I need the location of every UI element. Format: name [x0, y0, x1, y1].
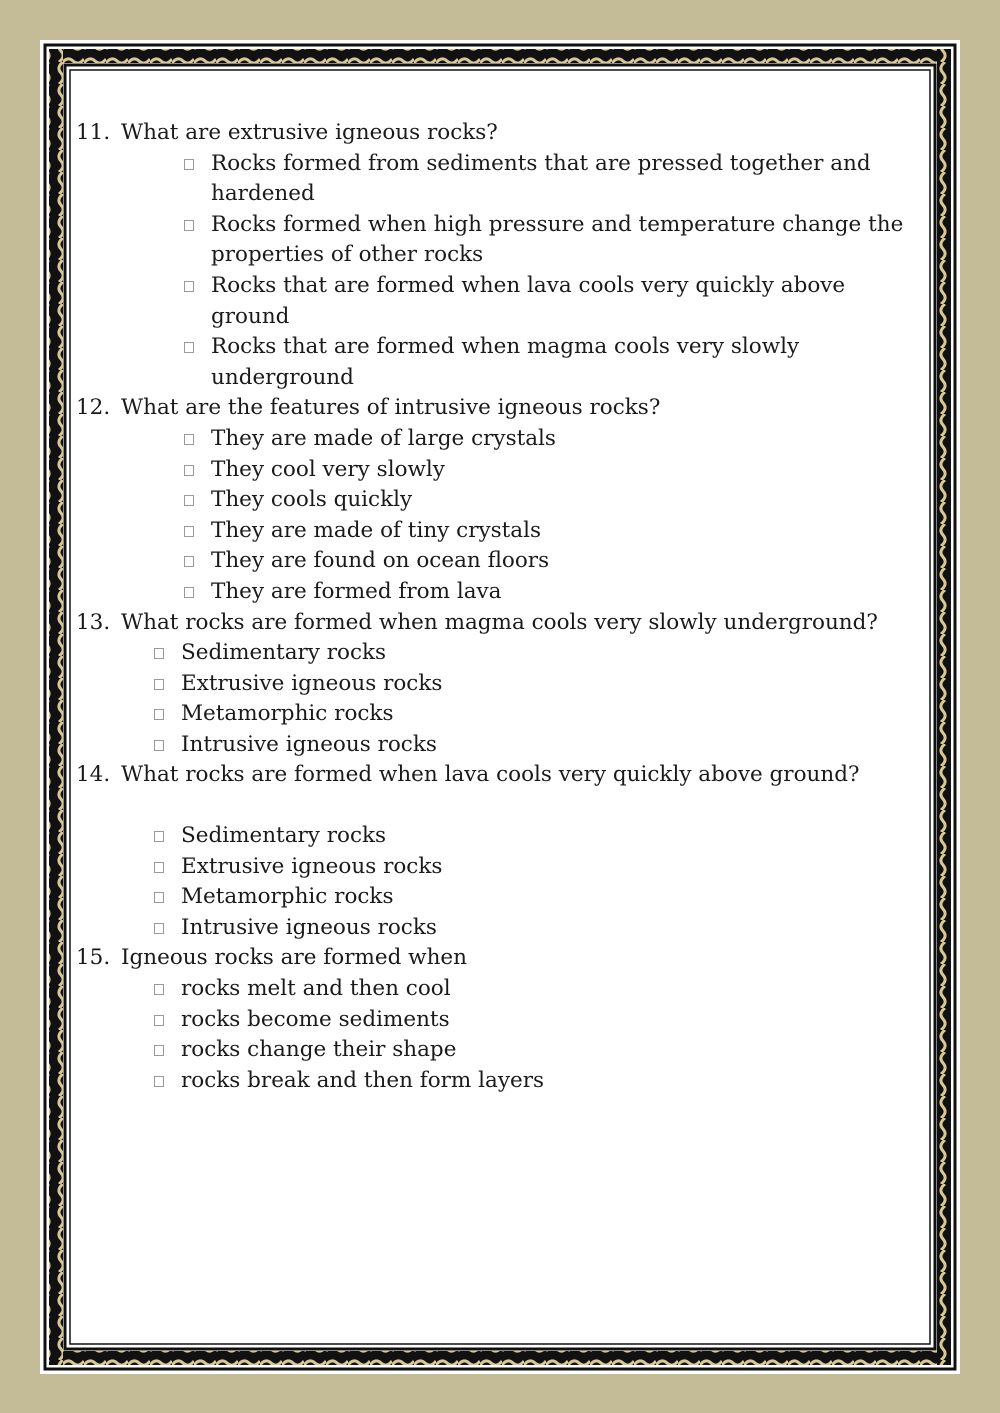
options-list-11 [76, 149, 916, 394]
option-label: They are formed from lava [211, 578, 502, 604]
checkbox-icon[interactable] [184, 342, 194, 353]
option-item[interactable] [152, 1035, 916, 1066]
option-item[interactable] [152, 638, 916, 669]
checkbox-icon[interactable] [154, 648, 164, 659]
checkbox-icon[interactable] [154, 1045, 164, 1056]
option-label: Intrusive igneous rocks [181, 731, 437, 757]
checkbox-icon[interactable] [184, 281, 194, 292]
option-label: They are made of large crystals [211, 425, 556, 451]
options-list-15 [76, 974, 916, 1096]
option-label: Intrusive igneous rocks [181, 914, 437, 940]
checkbox-icon[interactable] [154, 740, 164, 751]
option-item[interactable] [182, 210, 916, 271]
option-item[interactable] [152, 699, 916, 730]
option-item[interactable] [182, 516, 916, 547]
question-14 [76, 760, 916, 791]
option-label: Extrusive igneous rocks [181, 670, 443, 696]
checkbox-icon[interactable] [154, 679, 164, 690]
question-11 [76, 118, 916, 149]
option-item[interactable] [152, 1066, 916, 1097]
option-item[interactable] [152, 821, 916, 852]
option-item[interactable] [152, 669, 916, 700]
question-text: What rocks are formed when lava cools very quickly above ground? [121, 762, 860, 788]
option-item[interactable] [182, 577, 916, 608]
question-number: 15. [76, 945, 111, 971]
checkbox-icon[interactable] [184, 159, 194, 170]
checkbox-icon[interactable] [184, 465, 194, 476]
option-label: Rocks formed from sediments that are pressed together and hardened [211, 150, 871, 207]
option-label: Sedimentary rocks [181, 823, 387, 849]
question-15 [76, 943, 916, 974]
option-label: They cools quickly [211, 487, 413, 513]
checkbox-icon[interactable] [184, 220, 194, 231]
checkbox-icon[interactable] [154, 1015, 164, 1026]
question-13 [76, 608, 916, 639]
option-item[interactable] [152, 974, 916, 1005]
quiz-content [76, 118, 916, 1096]
option-label: rocks become sediments [181, 1006, 450, 1032]
checkbox-icon[interactable] [154, 923, 164, 934]
option-item[interactable] [152, 730, 916, 761]
checkbox-icon[interactable] [154, 831, 164, 842]
blank-line [76, 791, 916, 821]
options-list-13 [76, 638, 916, 760]
option-item[interactable] [152, 852, 916, 883]
question-text: What rocks are formed when magma cools very slowly underground? [121, 609, 878, 635]
option-label: rocks melt and then cool [181, 976, 451, 1002]
question-text: What are extrusive igneous rocks? [121, 120, 498, 145]
question-text: Igneous rocks are formed when [121, 945, 468, 971]
checkbox-icon[interactable] [184, 495, 194, 506]
question-number: 13. [76, 609, 111, 635]
option-label: Rocks that are formed when magma cools very slowly underground [211, 334, 800, 390]
checkbox-icon[interactable] [154, 1076, 164, 1087]
checkbox-icon[interactable] [154, 862, 164, 873]
question-number: 11. [76, 120, 111, 145]
checkbox-icon[interactable] [184, 434, 194, 445]
option-label: They cool very slowly [211, 456, 445, 482]
option-label: Metamorphic rocks [181, 884, 394, 910]
option-item[interactable] [182, 455, 916, 486]
options-list-12 [76, 424, 916, 608]
option-label: Extrusive igneous rocks [181, 853, 443, 879]
option-item[interactable] [182, 546, 916, 577]
option-label: Sedimentary rocks [181, 640, 387, 666]
option-item[interactable] [182, 149, 916, 210]
option-item[interactable] [182, 332, 916, 393]
option-item[interactable] [152, 913, 916, 944]
option-item[interactable] [152, 882, 916, 913]
question-number: 14. [76, 762, 111, 788]
option-label: They are made of tiny crystals [211, 517, 542, 543]
checkbox-icon[interactable] [184, 587, 194, 598]
option-label: Rocks formed when high pressure and temperature change the properties of other rocks [211, 211, 904, 268]
checkbox-icon[interactable] [184, 556, 194, 567]
options-list-14 [76, 821, 916, 943]
option-label: rocks change their shape [181, 1037, 457, 1063]
option-item[interactable] [152, 1005, 916, 1036]
checkbox-icon[interactable] [184, 526, 194, 537]
checkbox-icon[interactable] [154, 709, 164, 720]
question-number: 12. [76, 395, 111, 421]
option-label: Rocks that are formed when lava cools very quickly above ground [211, 272, 846, 329]
checkbox-icon[interactable] [154, 892, 164, 903]
option-item[interactable] [182, 485, 916, 516]
question-text: What are the features of intrusive igneous rocks? [121, 395, 661, 421]
option-label: They are found on ocean floors [211, 548, 550, 574]
checkbox-icon[interactable] [154, 984, 164, 995]
option-item[interactable] [182, 271, 916, 332]
option-item[interactable] [182, 424, 916, 455]
question-12 [76, 393, 916, 424]
option-label: Metamorphic rocks [181, 701, 394, 727]
option-label: rocks break and then form layers [181, 1067, 545, 1093]
